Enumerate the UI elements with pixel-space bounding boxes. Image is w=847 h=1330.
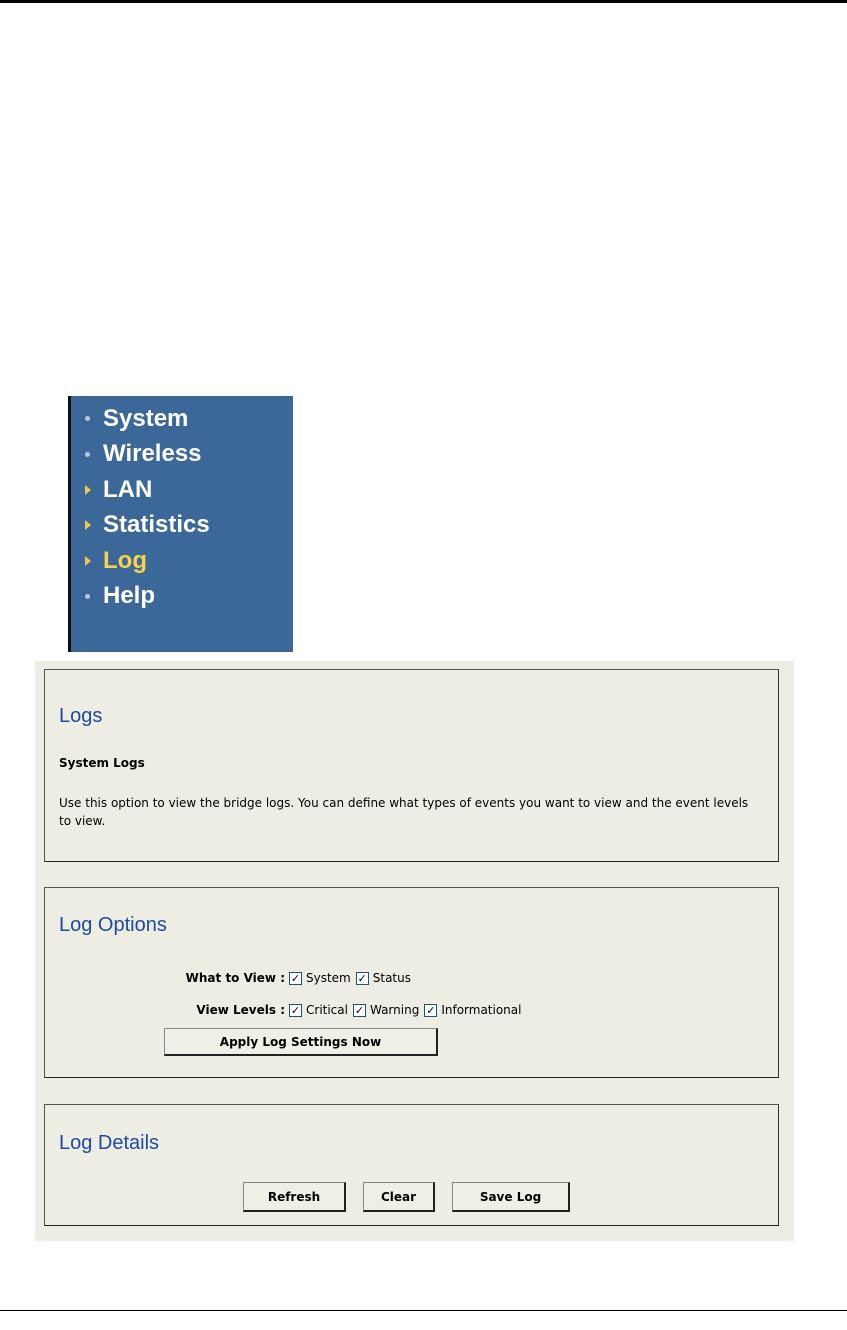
status-checkbox-label: Status (372, 971, 411, 985)
arrow-bullet-icon (85, 556, 99, 566)
logs-description: Use this option to view the bridge logs. You can define what types of events you want to view and the event levels to view. (59, 796, 749, 828)
apply-log-settings-button[interactable]: Apply Log Settings Now (164, 1028, 438, 1056)
arrow-bullet-icon (85, 520, 99, 530)
clear-button[interactable]: Clear (363, 1182, 435, 1212)
logs-title: Logs (59, 705, 103, 727)
nav-item-wireless[interactable] (71, 437, 293, 473)
logs-panel (44, 669, 779, 862)
dot-bullet-icon (85, 594, 99, 599)
save-log-button[interactable]: Save Log (452, 1182, 570, 1212)
view-levels-row (45, 1000, 526, 1020)
log-options-title: Log Options (59, 914, 167, 936)
nav-item-lan[interactable] (71, 472, 293, 508)
what-to-view-label: What to View : (185, 971, 285, 985)
nav-item-label: Help (103, 582, 156, 610)
log-details-panel (44, 1104, 779, 1226)
nav-item-statistics[interactable] (71, 508, 293, 544)
system-checkbox[interactable]: ✓ (290, 971, 301, 985)
critical-checkbox-label: Critical (306, 1003, 348, 1017)
system-logs-subtitle: System Logs (59, 756, 145, 770)
dot-bullet-icon (85, 452, 99, 457)
informational-checkbox-label: Informational (441, 1003, 522, 1017)
nav-item-log[interactable] (71, 543, 293, 579)
nav-item-system[interactable] (71, 401, 293, 437)
critical-checkbox[interactable]: ✓ (290, 1003, 301, 1017)
status-checkbox[interactable]: ✓ (357, 971, 367, 985)
what-to-view-row (45, 968, 416, 988)
bottom-rule (0, 1310, 847, 1311)
nav-menu (68, 396, 293, 652)
warning-checkbox-label: Warning (369, 1003, 420, 1017)
arrow-bullet-icon (85, 485, 99, 495)
log-options-panel (44, 887, 779, 1078)
log-details-title: Log Details (59, 1132, 160, 1154)
nav-item-label: Statistics (103, 511, 210, 539)
warning-checkbox[interactable]: ✓ (354, 1003, 365, 1017)
view-levels-label: View Levels : (196, 1003, 285, 1017)
top-rule (0, 0, 847, 3)
nav-item-label: LAN (103, 475, 153, 503)
refresh-button[interactable]: Refresh (243, 1182, 346, 1212)
nav-item-label: Wireless (103, 440, 202, 468)
informational-checkbox[interactable]: ✓ (426, 1003, 436, 1017)
content-area (35, 661, 794, 1241)
system-checkbox-label: System (306, 971, 351, 985)
nav-item-help[interactable] (71, 579, 293, 615)
dot-bullet-icon (85, 416, 99, 421)
nav-item-label: System (103, 404, 189, 432)
nav-item-label: Log (103, 546, 147, 574)
